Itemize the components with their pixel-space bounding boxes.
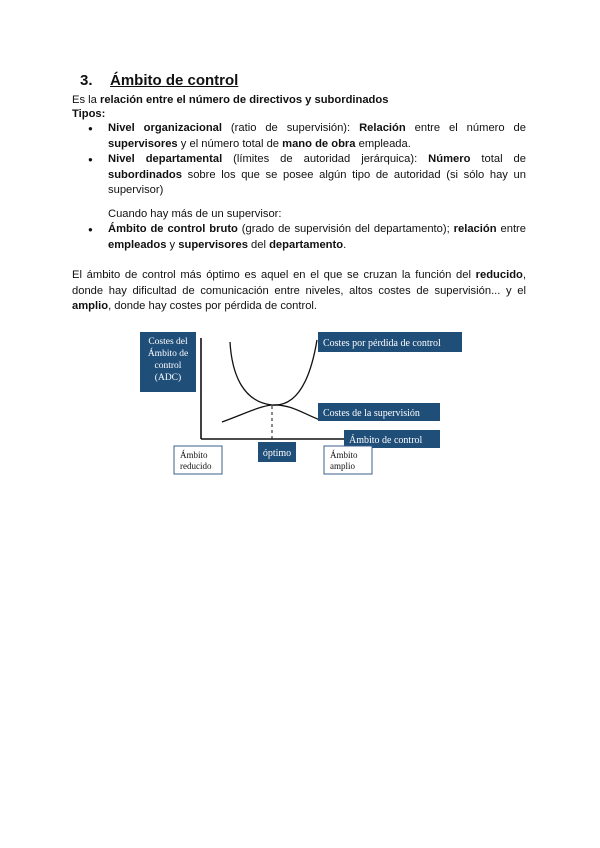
tipos-list-2 [86,222,526,253]
item-term: subordinados [108,168,182,181]
item-text: sobre los que se posee algún tipo de autoridad (si sólo hay un supervisor) [108,168,526,196]
span-of-control-diagram [140,328,480,480]
loss-of-control-curve [230,340,317,405]
para-bold: reducido [475,269,523,281]
item-text: (límites de autoridad jerárquica): [222,153,429,165]
list-item [86,121,526,152]
item-term: departamento [269,238,344,251]
para-text: El ámbito de control más óptimo es aquel en el que se cruzan la función del [72,269,476,281]
item-term: empleados [108,238,167,251]
item-text: y el número total de [177,137,283,150]
item-text: . [343,238,347,251]
intro-prefix: Es la [72,94,100,106]
para-text: , donde hay dificultad de comunicación entre niveles, altos costes de supervisión... y el [72,269,526,297]
tipos-list [86,121,526,199]
loss-label: Costes por pérdida de control [323,338,441,349]
item-term: Ámbito de control bruto [108,223,238,235]
item-text: empleada. [355,137,411,150]
item-text: entre el número de [405,122,526,134]
left-box-line: reducido [180,461,212,471]
note-text: Cuando hay más de un supervisor: [108,208,282,220]
item-text: entre [496,223,526,235]
item-term: Número [428,153,471,165]
item-term: supervisores [108,137,178,150]
right-box-line: amplio [330,461,355,471]
left-box-line: Ámbito [180,450,208,460]
y-label-line: (ADC) [154,373,182,383]
y-label-line: Costes del [148,337,188,347]
intro-line [72,93,532,109]
x-axis-label: Ámbito de control [349,435,423,446]
list-item [86,152,526,199]
item-term: Nivel departamental [108,153,223,165]
right-box-line: Ámbito [330,450,358,460]
item-text: total de [470,153,526,165]
list-item [86,222,526,253]
tipos-label-text: Tipos: [72,108,106,120]
section-title: Ámbito de control [110,72,239,89]
para-bold: amplio [72,300,109,312]
section-heading [80,72,238,89]
para-text: , donde hay costes por pérdida de control. [108,300,318,312]
item-text: (grado de supervisión del departamento); [237,223,454,235]
intro-bold: relación entre el número de directivos y subordinados [99,94,389,106]
item-term: supervisores [178,238,248,251]
supervision-label: Costes de la supervisión [323,408,420,419]
item-text: y [166,238,179,251]
item-term: relación [453,223,497,235]
y-label-line: control [154,361,182,371]
item-term: Nivel organizacional [108,122,222,134]
item-text: (ratio de supervisión): [222,122,360,134]
supervision-cost-curve [222,405,320,422]
section-number: 3. [80,72,93,89]
optimo-label: óptimo [262,448,292,459]
item-term: mano de obra [282,137,356,150]
y-label-line: Ámbito de [147,349,189,359]
item-text: del [247,238,270,251]
item-term: Relación [359,122,406,134]
conclusion-paragraph [72,268,526,315]
